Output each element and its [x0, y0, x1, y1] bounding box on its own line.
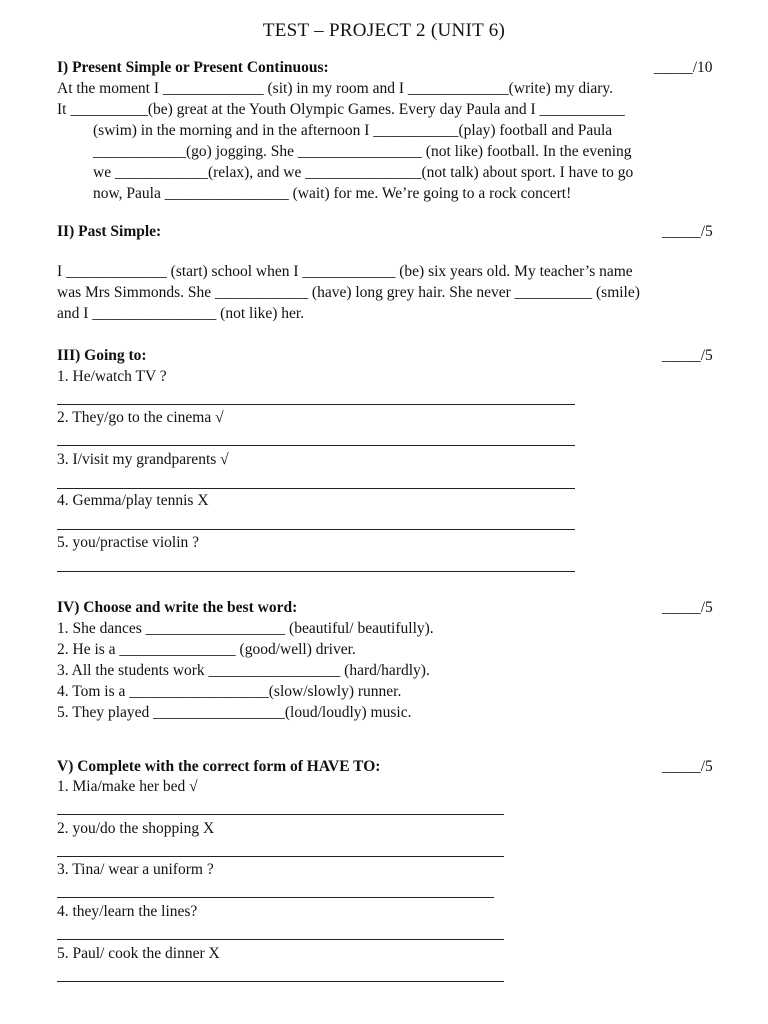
answer-line[interactable]: [57, 488, 575, 489]
answer-line[interactable]: [57, 529, 575, 530]
exercise-item: 4. they/learn the lines?: [57, 903, 198, 920]
section-2-heading: II) Past Simple:: [57, 223, 162, 240]
exercise-item: 3. Tina/ wear a uniform ?: [57, 861, 214, 878]
exercise-item: 5. They played _________________(loud/loudly) music.: [57, 704, 412, 721]
exercise-item: 2. you/do the shopping X: [57, 820, 215, 837]
section-2-score: _____/5: [662, 223, 713, 240]
section-5-score: _____/5: [662, 758, 713, 775]
exercise-item: 4. Tom is a __________________(slow/slowly) runner.: [57, 683, 402, 700]
section-2-line: I _____________ (start) school when I ____________ (be) six years old. My teacher’s name: [57, 263, 633, 280]
answer-line[interactable]: [57, 856, 504, 857]
section-2-line: was Mrs Simmonds. She ____________ (have) long grey hair. She never __________ (smile): [57, 284, 640, 301]
exercise-item: 1. Mia/make her bed √: [57, 778, 198, 795]
answer-line[interactable]: [57, 571, 575, 572]
answer-line[interactable]: [57, 404, 575, 405]
section-4-score: _____/5: [662, 599, 713, 616]
section-4-heading: IV) Choose and write the best word:: [57, 599, 298, 616]
section-1-line: we ____________(relax), and we _______________(not talk) about sport. I have to go: [93, 164, 634, 181]
exercise-item: 1. He/watch TV ?: [57, 368, 167, 385]
section-1-line: now, Paula ________________ (wait) for me. We’re going to a rock concert!: [93, 185, 572, 202]
section-1-line: ____________(go) jogging. She ________________ (not like) football. In the evening: [93, 143, 632, 160]
answer-line[interactable]: [57, 445, 575, 446]
section-2-line: and I ________________ (not like) her.: [57, 305, 305, 322]
section-1-line: (swim) in the morning and in the afternoon I ___________(play) football and Paula: [93, 122, 613, 139]
answer-line[interactable]: [57, 939, 504, 940]
section-3-heading: III) Going to:: [57, 347, 147, 364]
answer-line[interactable]: [57, 981, 504, 982]
exercise-item: 3. I/visit my grandparents √: [57, 451, 229, 468]
section-1-heading: I) Present Simple or Present Continuous:: [57, 59, 329, 76]
answer-line[interactable]: [57, 897, 494, 898]
exercise-item: 4. Gemma/play tennis X: [57, 492, 209, 509]
exercise-item: 2. They/go to the cinema √: [57, 409, 224, 426]
section-1-score: _____/10: [654, 59, 713, 76]
section-1-line: At the moment I _____________ (sit) in my room and I _____________(write) my diary.: [57, 80, 614, 97]
exercise-item: 1. She dances __________________ (beautiful/ beautifully).: [57, 620, 434, 637]
section-1-line: It __________(be) great at the Youth Olympic Games. Every day Paula and I ___________: [57, 101, 625, 118]
exercise-item: 5. Paul/ cook the dinner X: [57, 945, 220, 962]
section-3-score: _____/5: [662, 347, 713, 364]
answer-line[interactable]: [57, 814, 504, 815]
exercise-item: 5. you/practise violin ?: [57, 534, 200, 551]
section-5-heading: V) Complete with the correct form of HAVE TO:: [57, 758, 381, 775]
page-title: TEST – PROJECT 2 (UNIT 6): [262, 20, 506, 41]
exercise-item: 3. All the students work _________________ (hard/hardly).: [57, 662, 430, 679]
exercise-item: 2. He is a _______________ (good/well) driver.: [57, 641, 356, 658]
